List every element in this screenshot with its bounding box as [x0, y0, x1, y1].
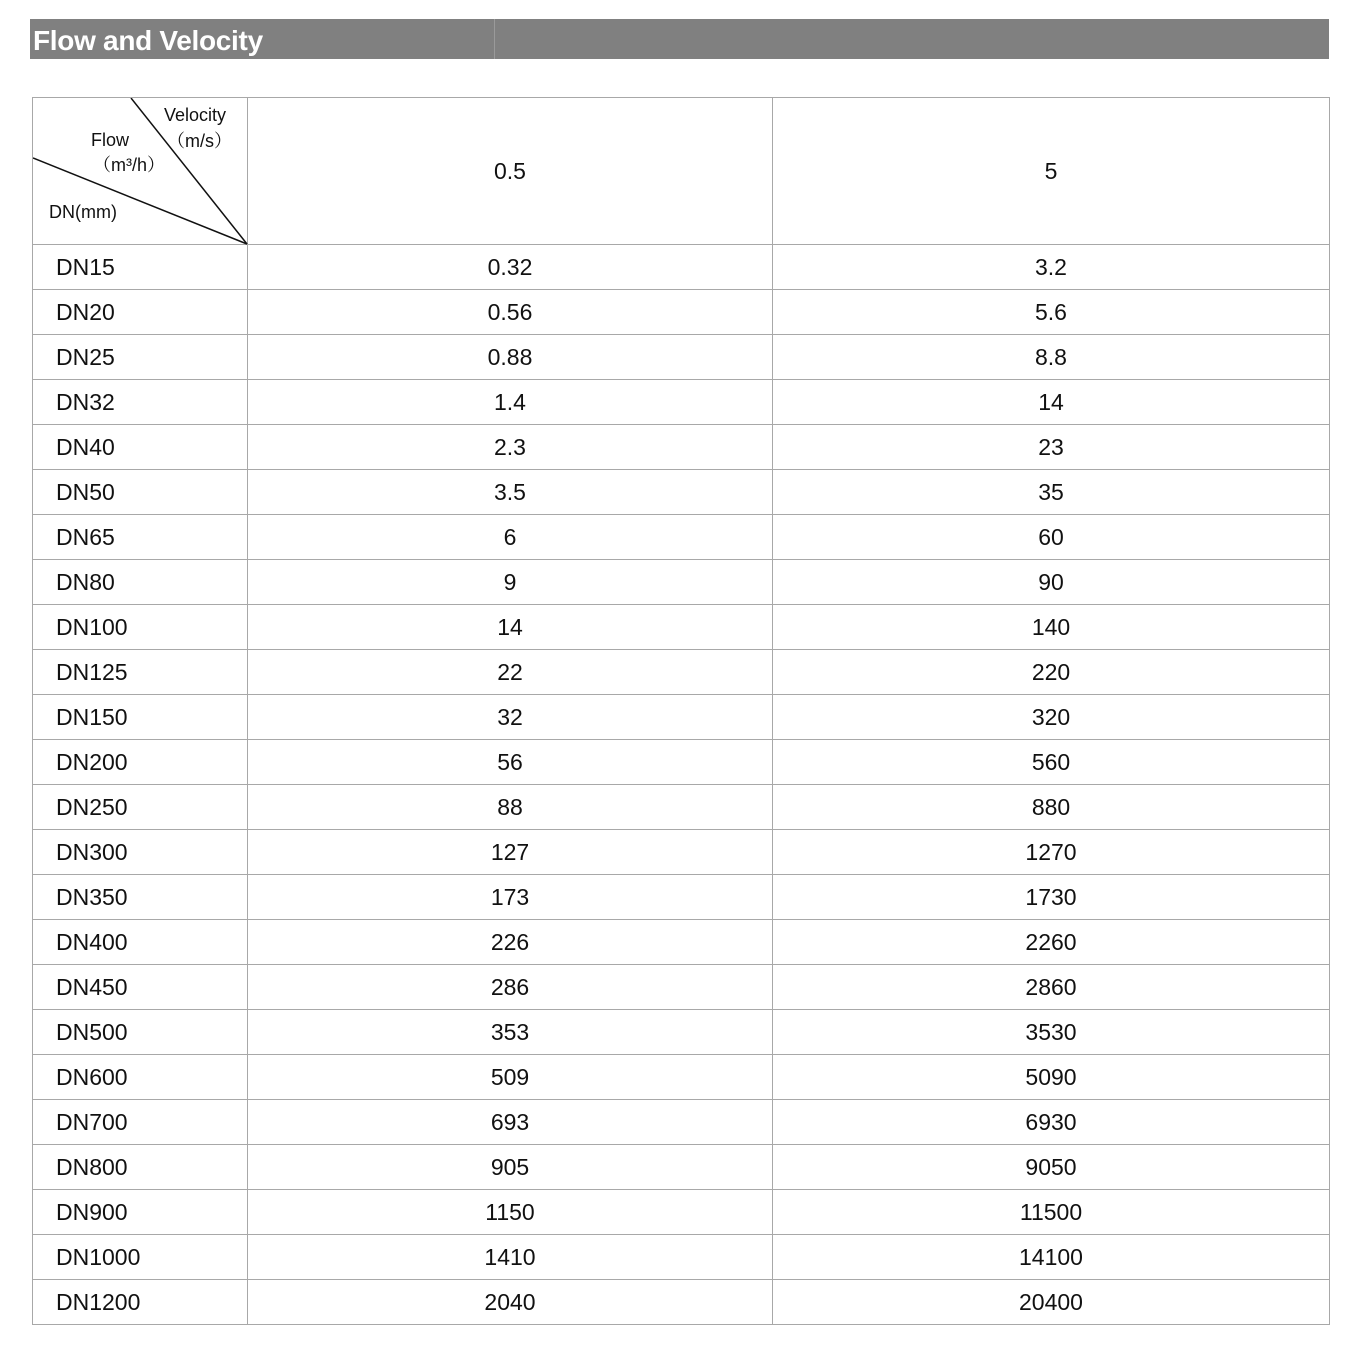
dn-cell: DN400: [33, 920, 248, 965]
velocity-header-2: 5: [773, 98, 1330, 245]
flow-cell-v1: 9: [248, 560, 773, 605]
table-row: [33, 695, 1330, 740]
table-row: [33, 785, 1330, 830]
dn-cell: DN1000: [33, 1235, 248, 1280]
title-divider: [494, 19, 495, 59]
flow-cell-v2: 6930: [773, 1100, 1330, 1145]
flow-cell-v2: 14: [773, 380, 1330, 425]
dn-cell: DN20: [33, 290, 248, 335]
flow-cell-v1: 14: [248, 605, 773, 650]
flow-cell-v1: 905: [248, 1145, 773, 1190]
flow-cell-v2: 5090: [773, 1055, 1330, 1100]
dn-cell: DN450: [33, 965, 248, 1010]
flow-cell-v1: 3.5: [248, 470, 773, 515]
flow-cell-v1: 88: [248, 785, 773, 830]
dn-cell: DN25: [33, 335, 248, 380]
dn-cell: DN900: [33, 1190, 248, 1235]
table-row: [33, 1100, 1330, 1145]
dn-cell: DN65: [33, 515, 248, 560]
flow-cell-v2: 20400: [773, 1280, 1330, 1325]
table-row: [33, 1010, 1330, 1055]
flow-cell-v1: 286: [248, 965, 773, 1010]
flow-cell-v1: 56: [248, 740, 773, 785]
table-row: [33, 920, 1330, 965]
flow-cell-v1: 6: [248, 515, 773, 560]
flow-cell-v2: 2260: [773, 920, 1330, 965]
flow-cell-v2: 90: [773, 560, 1330, 605]
flow-cell-v2: 3.2: [773, 245, 1330, 290]
flow-cell-v1: 693: [248, 1100, 773, 1145]
table-row: [33, 1280, 1330, 1325]
flow-cell-v2: 35: [773, 470, 1330, 515]
flow-cell-v2: 140: [773, 605, 1330, 650]
table-row: [33, 245, 1330, 290]
section-title: Flow and Velocity: [33, 25, 263, 56]
flow-cell-v2: 560: [773, 740, 1330, 785]
table-row: [33, 515, 1330, 560]
table-row: [33, 335, 1330, 380]
flow-cell-v1: 0.32: [248, 245, 773, 290]
dn-cell: DN50: [33, 470, 248, 515]
table-header-row: [33, 98, 1330, 245]
table-row: [33, 290, 1330, 335]
dn-cell: DN125: [33, 650, 248, 695]
dn-cell: DN40: [33, 425, 248, 470]
flow-cell-v2: 1270: [773, 830, 1330, 875]
dn-cell: DN700: [33, 1100, 248, 1145]
flow-cell-v1: 0.56: [248, 290, 773, 335]
dn-label: DN(mm): [49, 202, 117, 222]
dn-cell: DN300: [33, 830, 248, 875]
table-row: [33, 560, 1330, 605]
flow-cell-v1: 353: [248, 1010, 773, 1055]
table-row: [33, 1190, 1330, 1235]
flow-cell-v1: 2040: [248, 1280, 773, 1325]
corner-header-cell: [33, 98, 248, 245]
flow-cell-v2: 320: [773, 695, 1330, 740]
dn-cell: DN800: [33, 1145, 248, 1190]
dn-cell: DN15: [33, 245, 248, 290]
dn-cell: DN200: [33, 740, 248, 785]
flow-cell-v2: 11500: [773, 1190, 1330, 1235]
dn-cell: DN150: [33, 695, 248, 740]
table-row: [33, 1235, 1330, 1280]
table-row: [33, 470, 1330, 515]
flow-cell-v1: 226: [248, 920, 773, 965]
flow-velocity-table: [32, 97, 1330, 1325]
flow-cell-v2: 23: [773, 425, 1330, 470]
flow-cell-v1: 1150: [248, 1190, 773, 1235]
flow-cell-v1: 127: [248, 830, 773, 875]
flow-cell-v1: 22: [248, 650, 773, 695]
dn-cell: DN80: [33, 560, 248, 605]
velocity-label: Velocity: [164, 105, 227, 125]
flow-cell-v1: 1.4: [248, 380, 773, 425]
flow-cell-v2: 8.8: [773, 335, 1330, 380]
flow-cell-v2: 2860: [773, 965, 1330, 1010]
flow-unit-label: （m³/h）: [93, 155, 165, 175]
flow-cell-v1: 509: [248, 1055, 773, 1100]
table-row: [33, 740, 1330, 785]
flow-cell-v2: 5.6: [773, 290, 1330, 335]
flow-cell-v2: 3530: [773, 1010, 1330, 1055]
table-row: [33, 605, 1330, 650]
flow-cell-v1: 0.88: [248, 335, 773, 380]
flow-cell-v2: 14100: [773, 1235, 1330, 1280]
flow-cell-v2: 1730: [773, 875, 1330, 920]
section-title-bar: [30, 19, 1329, 59]
velocity-unit-label: （m/s）: [167, 131, 232, 151]
dn-cell: DN100: [33, 605, 248, 650]
table-row: [33, 380, 1330, 425]
table-row: [33, 425, 1330, 470]
dn-cell: DN600: [33, 1055, 248, 1100]
flow-cell-v2: 880: [773, 785, 1330, 830]
flow-cell-v2: 9050: [773, 1145, 1330, 1190]
flow-cell-v2: 220: [773, 650, 1330, 695]
dn-cell: DN250: [33, 785, 248, 830]
table-row: [33, 1145, 1330, 1190]
flow-cell-v2: 60: [773, 515, 1330, 560]
dn-cell: DN32: [33, 380, 248, 425]
velocity-header-1: 0.5: [248, 98, 773, 245]
flow-cell-v1: 32: [248, 695, 773, 740]
table-row: [33, 1055, 1330, 1100]
flow-cell-v1: 2.3: [248, 425, 773, 470]
table-row: [33, 830, 1330, 875]
table-row: [33, 875, 1330, 920]
table-row: [33, 965, 1330, 1010]
dn-cell: DN350: [33, 875, 248, 920]
dn-cell: DN1200: [33, 1280, 248, 1325]
table-row: [33, 650, 1330, 695]
flow-cell-v1: 173: [248, 875, 773, 920]
flow-label: Flow: [91, 130, 130, 150]
flow-cell-v1: 1410: [248, 1235, 773, 1280]
dn-cell: DN500: [33, 1010, 248, 1055]
